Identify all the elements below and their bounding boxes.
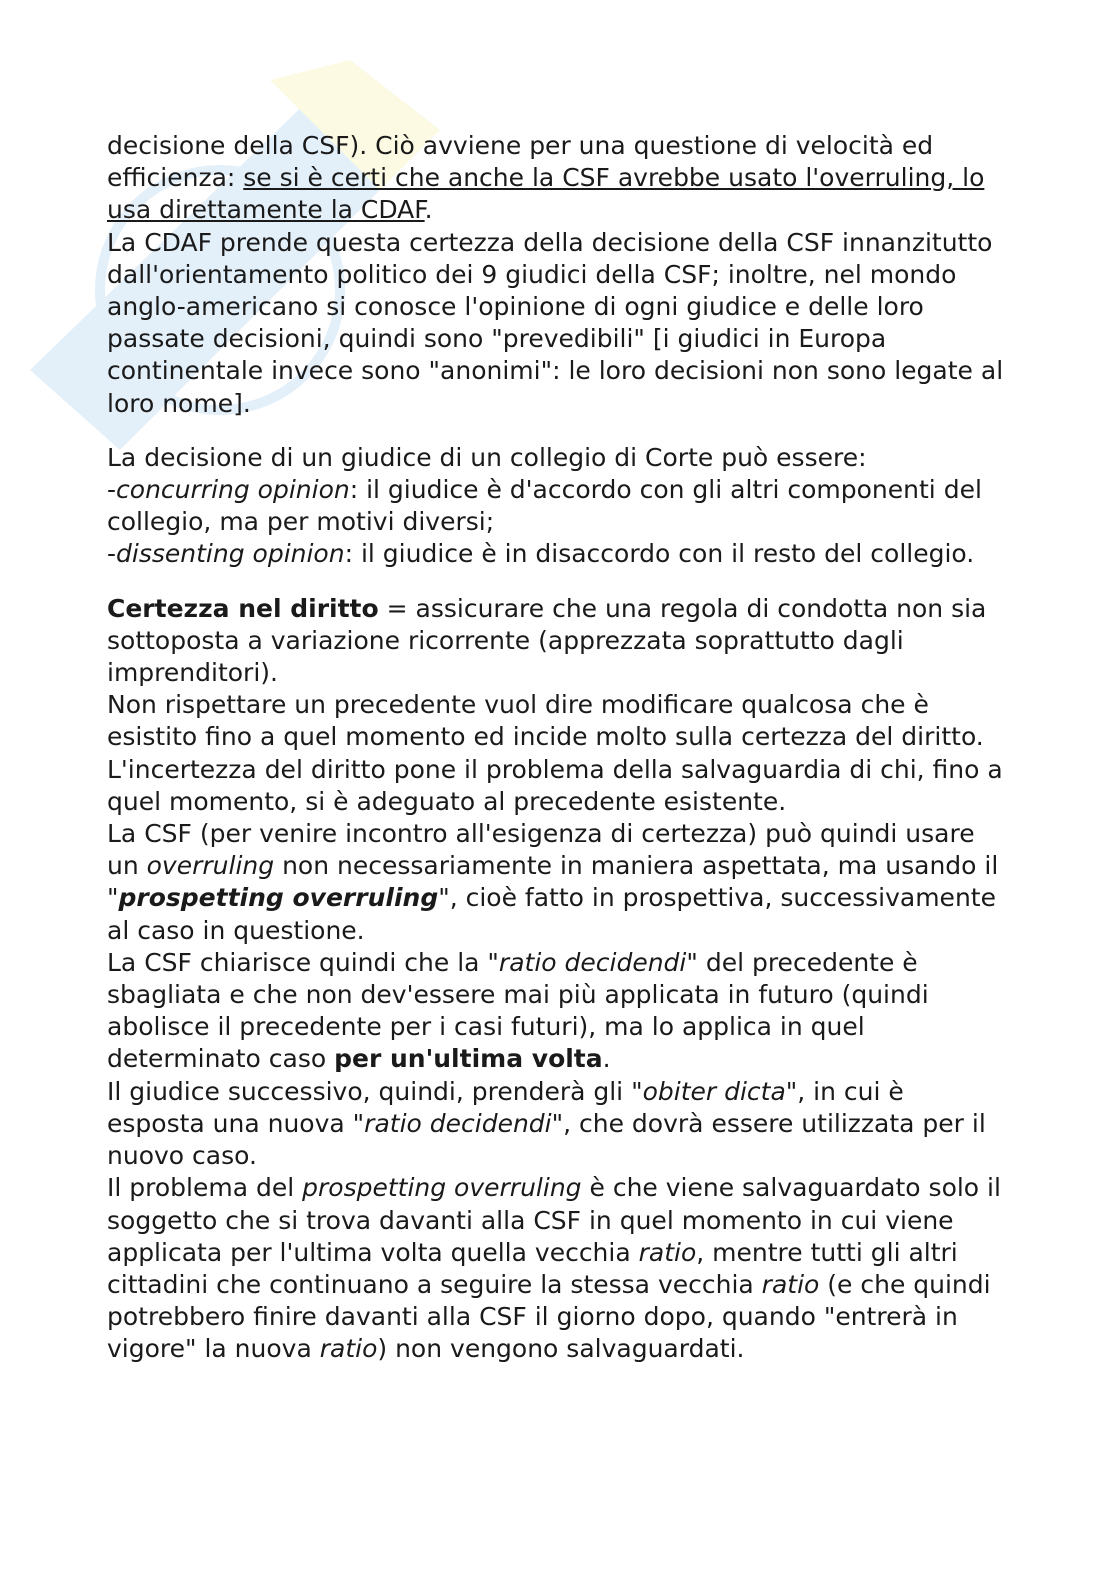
term-prospetting-overruling: prospetting overruling [118,883,439,913]
term-dissenting-opinion: dissenting opinion [116,539,345,569]
paragraph-cdaf-overruling: decisione della CSF). Ciò avviene per una questione di velocità ed efficienza: se si è certi che anche la CSF avrebbe usato l'overruling, lo usa direttamente la CDAF. [107,131,985,225]
term-certezza-diritto: Certezza nel diritto [107,593,379,623]
underlined-statement: se si è certi che anche la CSF avrebbe usato l'overruling, lo usa direttamente la CDAF [107,163,985,225]
document-page [107,130,1007,1366]
paragraph-problem: Il problema del prospetting overruling è che viene salvaguardato solo il soggetto che si trova davanti alla CSF in quel momento in cui viene applicata per l'ultima volta quella vecchia ratio, mentre tutti gli altri cittadini che continuano a seguire la stessa vecchia ratio (e che quindi potrebbero finire davanti alla CSF il giorno dopo, quando "entrerà in vigore" la nuova ratio) non vengono salvaguardati. [107,1173,1001,1364]
paragraph-certezza-diritto: Certezza nel diritto = assicurare che una regola di condotta non sia sottoposta a variazione ricorrente (apprezzata soprattutto dagli imprenditori). [107,593,987,688]
paragraph-prospetting: La CSF (per venire incontro all'esigenza di certezza) può quindi usare un overruling non necessariamente in maniera aspettata, ma usando il "prospetting overruling", cioè fatto in prospettiva, successivamente al caso in questione. [107,819,999,945]
paragraph-precedent: Non rispettare un precedente vuol dire modificare qualcosa che è esistito fino a quel momento ed incide molto sulla certezza del diritto. [107,690,984,752]
paragraph-dissenting-opinion: -dissenting opinion: il giudice è in disaccordo con il resto del collegio. [107,539,975,569]
paragraph-uncertainty: L'incertezza del diritto pone il problema della salvaguardia di chi, fino a quel momento, si è adeguato al precedente esistente. [107,754,1003,816]
paragraph-concurring-opinion: -concurring opinion: il giudice è d'accordo con gli altri componenti del collegio, ma per motivi diversi; [107,475,982,537]
paragraph-cdaf-certainty: La CDAF prende questa certezza della decisione della CSF innanzitutto dall'orientamento politico dei 9 giudici della CSF; inoltre, nel mondo anglo-americano si conosce l'opinione di ogni giudice e delle loro passate decisioni, quindi sono "prevedibili" [i giudici in Europa continentale invece sono "anonimi": le loro decisioni non sono legate al loro nome]. [107,227,1004,418]
paragraph-ratio-decidendi: La CSF chiarisce quindi che la "ratio decidendi" del precedente è sbagliata e che non dev'essere mai più applicata in futuro (quindi abolisce il precedente per i casi futuri), ma lo applica in quel determinato caso per un'ultima volta. [107,947,929,1074]
paragraph-obiter-dicta: Il giudice successivo, quindi, prenderà gli "obiter dicta", in cui è esposta una nuova "ratio decidendi", che dovrà essere utilizzata per il nuovo caso. [107,1076,986,1171]
term-concurring-opinion: concurring opinion [116,475,350,505]
paragraph-judge-decision: La decisione di un giudice di un collegio di Corte può essere: [107,442,867,472]
term-ultima-volta: per un'ultima volta [334,1044,603,1074]
